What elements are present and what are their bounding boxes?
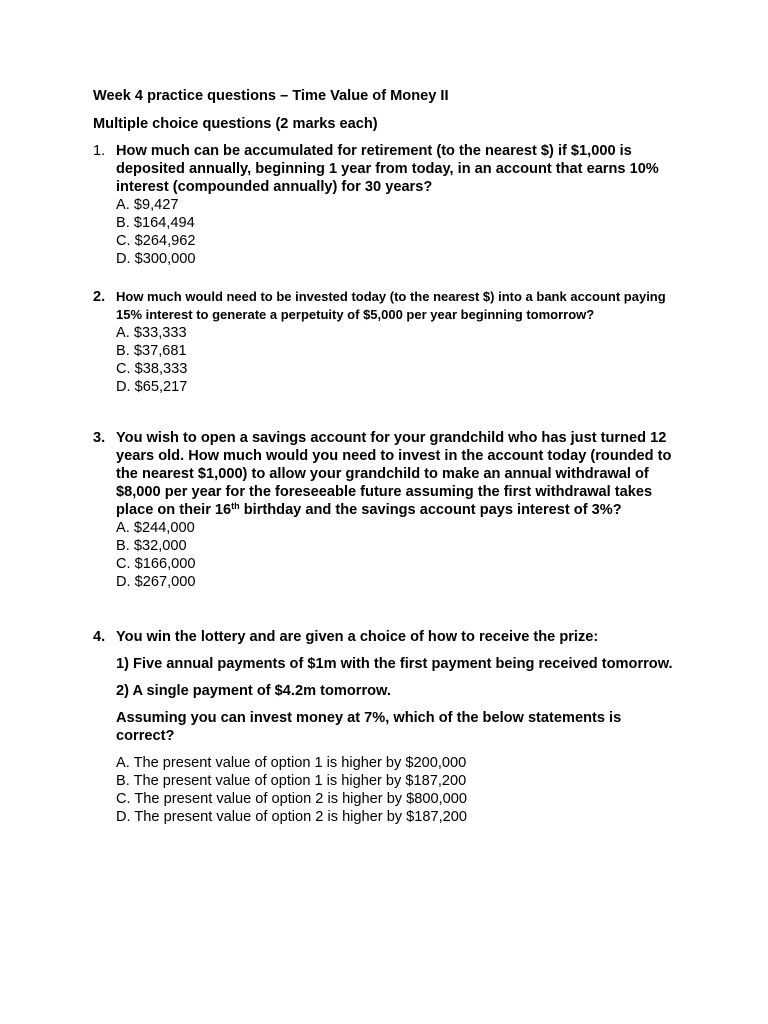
answer-option: A. The present value of option 1 is higher by $200,000 bbox=[116, 755, 467, 771]
answer-option: B. $37,681 bbox=[116, 343, 187, 359]
answer-option: C. The present value of option 2 is higher by $800,000 bbox=[116, 791, 468, 807]
answer-option: A. $33,333 bbox=[116, 325, 187, 341]
answer-option: B. $164,494 bbox=[116, 215, 195, 231]
question-1 bbox=[93, 142, 673, 268]
question-prompt: Assuming you can invest money at 7%, which of the below statements is correct? bbox=[116, 710, 622, 744]
question-stem: You win the lottery and are given a choice of how to receive the prize: bbox=[116, 629, 599, 645]
answer-option: C. $38,333 bbox=[116, 361, 188, 377]
answer-option: B. The present value of option 1 is higher by $187,200 bbox=[116, 773, 467, 789]
question-stem: How much can be accumulated for retirement (to the nearest $) if $1,000 is deposited annually, beginning 1 year from today, in an account that earns 10% interest (compounded annually) for 30 years? bbox=[116, 143, 659, 195]
answer-option: D. The present value of option 2 is higher by $187,200 bbox=[116, 809, 468, 825]
section-heading: Multiple choice questions (2 marks each) bbox=[93, 116, 378, 132]
question-stem-part: You wish to open a savings account for your grandchild who has just turned 12 years old. How much would you need to invest in the account today (rounded to the nearest $1,000) to allow your grandchild to make an annual withdrawal of $8,000 per year for the foreseeable future assuming the first withdrawal takes place on their 16 bbox=[116, 430, 672, 518]
question-number: 4. bbox=[93, 629, 106, 645]
question-3 bbox=[93, 429, 673, 591]
question-stem: How much would need to be invested today (to the nearest $) into a bank account paying 15% interest to generate a perpetuity of $5,000 per year beginning tomorrow? bbox=[116, 289, 666, 322]
answer-option: B. $32,000 bbox=[116, 538, 187, 554]
answer-option: C. $264,962 bbox=[116, 233, 196, 249]
answer-option: A. $9,427 bbox=[116, 197, 179, 213]
answer-option: D. $267,000 bbox=[116, 574, 196, 590]
answer-option: D. $65,217 bbox=[116, 379, 188, 395]
question-4 bbox=[93, 628, 673, 826]
answer-option: A. $244,000 bbox=[116, 520, 195, 536]
answer-option: D. $300,000 bbox=[116, 251, 196, 267]
question-number: 2. bbox=[93, 289, 106, 305]
prize-option-2: 2) A single payment of $4.2m tomorrow. bbox=[116, 683, 391, 699]
ordinal-superscript: th bbox=[231, 501, 240, 511]
question-stem-part: birthday and the savings account pays interest of 3%? bbox=[239, 502, 622, 518]
question-number: 3. bbox=[93, 430, 106, 446]
page-title: Week 4 practice questions – Time Value of Money II bbox=[93, 88, 449, 104]
question-number: 1. bbox=[93, 143, 106, 159]
prize-option-1: 1) Five annual payments of $1m with the first payment being received tomorrow. bbox=[116, 656, 673, 672]
question-2 bbox=[93, 288, 673, 396]
answer-option: C. $166,000 bbox=[116, 556, 196, 572]
question-stem bbox=[116, 429, 673, 519]
